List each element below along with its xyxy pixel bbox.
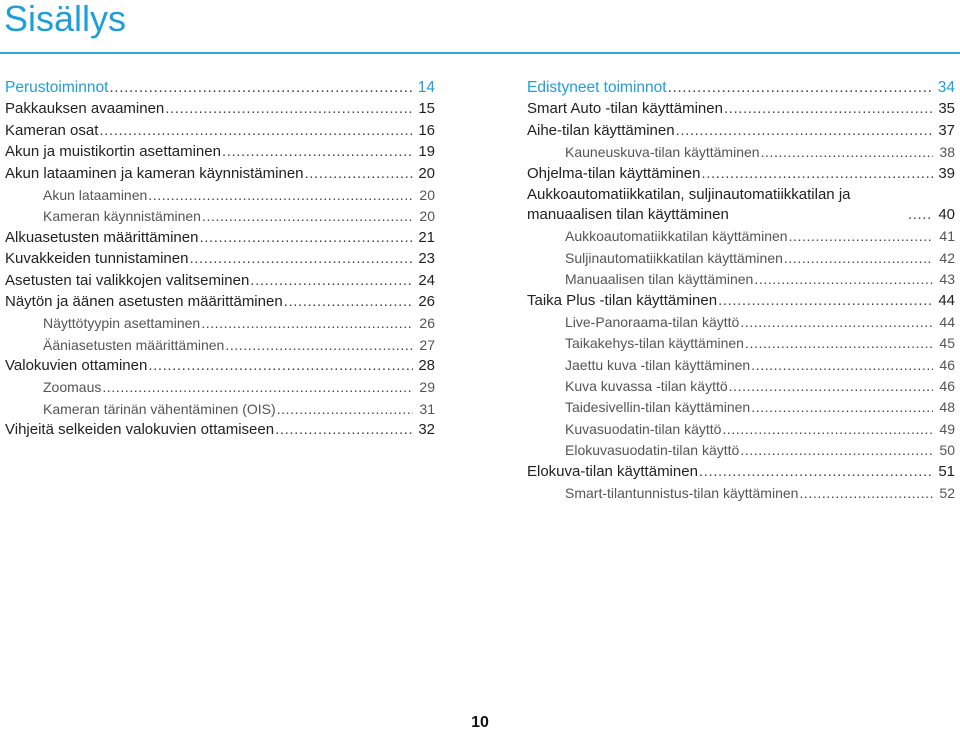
toc-entry[interactable] xyxy=(527,185,955,225)
toc-entry-page: 20 xyxy=(418,164,435,182)
toc-entry-page: 15 xyxy=(418,100,435,118)
dot-leader xyxy=(109,78,413,98)
toc-entry[interactable] xyxy=(527,440,955,460)
toc-entry[interactable] xyxy=(527,121,955,141)
toc-entry[interactable] xyxy=(5,377,435,397)
toc-entry-label: Vihjeitä selkeiden valokuvien ottamiseen xyxy=(5,421,275,439)
toc-entry-label: Pakkauksen avaaminen xyxy=(5,100,165,118)
toc-entry-label: Perustoiminnot xyxy=(5,79,109,96)
dot-leader xyxy=(754,269,933,289)
toc-entry-label: Kauneuskuva-tilan käyttäminen xyxy=(565,144,760,161)
toc-entry-page: 37 xyxy=(938,121,955,139)
toc-entry[interactable] xyxy=(527,99,955,119)
toc-entry-label: Taidesivellin-tilan käyttäminen xyxy=(565,399,751,416)
toc-entry-page: 26 xyxy=(419,315,435,332)
dot-leader xyxy=(199,228,413,248)
toc-entry-page: 38 xyxy=(939,144,955,161)
dot-leader xyxy=(284,292,413,312)
dot-leader xyxy=(751,397,933,417)
title-divider xyxy=(0,52,960,54)
dot-leader xyxy=(668,78,933,98)
toc-entry-page: 35 xyxy=(938,100,955,118)
dot-leader xyxy=(701,164,933,184)
toc-entry-page: 50 xyxy=(939,442,955,459)
dot-leader xyxy=(745,333,933,353)
toc-entry[interactable] xyxy=(5,228,435,248)
toc-entry-page: 39 xyxy=(938,164,955,182)
toc-entry-label: Kuvakkeiden tunnistaminen xyxy=(5,250,189,268)
toc-entry-page: 24 xyxy=(418,271,435,289)
toc-entry[interactable] xyxy=(527,419,955,439)
toc-entry-label: Kameran osat xyxy=(5,121,99,139)
dot-leader xyxy=(250,271,413,291)
toc-entry-page: 46 xyxy=(939,378,955,395)
toc-entry-page: 52 xyxy=(939,485,955,502)
toc-entry-label: Valokuvien ottaminen xyxy=(5,357,148,375)
toc-entry-label: Akun ja muistikortin asettaminen xyxy=(5,143,221,161)
toc-entry[interactable] xyxy=(527,376,955,396)
toc-entry-label: Live-Panoraama-tilan käyttö xyxy=(565,313,740,330)
toc-entry[interactable] xyxy=(5,142,435,162)
dot-leader xyxy=(305,164,414,184)
dot-leader xyxy=(751,355,933,375)
toc-entry-page: 42 xyxy=(939,249,955,266)
toc-entry-label: Zoomaus xyxy=(43,379,102,396)
toc-section-heading[interactable] xyxy=(5,78,435,98)
toc-entry-label: Smart Auto -tilan käyttäminen xyxy=(527,100,723,118)
dot-leader xyxy=(729,376,933,396)
toc-entry[interactable] xyxy=(527,291,955,311)
toc-entry-page: 49 xyxy=(939,420,955,437)
toc-entry-page: 16 xyxy=(418,121,435,139)
toc-entry-page: 34 xyxy=(937,79,955,96)
toc-column-left xyxy=(5,78,435,442)
toc-entry-label: Manuaalisen tilan käyttäminen xyxy=(565,271,754,288)
page-number: 10 xyxy=(471,714,489,731)
dot-leader xyxy=(222,142,413,162)
dot-leader xyxy=(165,99,413,119)
dot-leader xyxy=(789,226,933,246)
toc-entry-label: Ääniasetusten määrittäminen xyxy=(43,336,225,353)
toc-entry-page: 32 xyxy=(418,421,435,439)
toc-entry[interactable] xyxy=(5,185,435,205)
dot-leader xyxy=(761,142,933,162)
dot-leader xyxy=(201,313,413,333)
toc-entry-label: Elokuvasuodatin-tilan käyttö xyxy=(565,442,740,459)
toc-entry-page: 28 xyxy=(418,357,435,375)
toc-entry-label: Asetusten tai valikkojen valitseminen xyxy=(5,271,250,289)
toc-entry-label: Aukkoautomatiikkatilan, suljinautomatiikkatilan ja manuaalisen tilan käyttäminen xyxy=(527,185,851,223)
toc-entry[interactable] xyxy=(527,142,955,162)
toc-entry[interactable] xyxy=(527,312,955,332)
toc-entry-label: Ohjelma-tilan käyttäminen xyxy=(527,164,701,182)
dot-leader xyxy=(102,377,413,397)
dot-leader xyxy=(722,419,933,439)
toc-entry-label: Kuvasuodatin-tilan käyttö xyxy=(565,420,722,437)
toc-entry-label: Alkuasetusten määrittäminen xyxy=(5,228,199,246)
toc-entry-label: Akun lataaminen ja kameran käynnistäminen xyxy=(5,164,304,182)
toc-entry-page: 21 xyxy=(418,228,435,246)
dot-leader xyxy=(148,185,413,205)
dot-leader xyxy=(676,121,933,141)
dot-leader xyxy=(277,399,413,419)
toc-entry-label: Näyttötyypin asettaminen xyxy=(43,315,201,332)
dot-leader xyxy=(740,312,933,332)
toc-entry-page: 23 xyxy=(418,250,435,268)
toc-entry[interactable] xyxy=(5,249,435,269)
toc-entry-page: 20 xyxy=(419,208,435,225)
toc-entry[interactable] xyxy=(5,420,435,440)
toc-entry[interactable] xyxy=(5,164,435,184)
dot-leader xyxy=(784,248,933,268)
toc-entry-label: Aihe-tilan käyttäminen xyxy=(527,121,675,139)
toc-entry-page: 29 xyxy=(419,379,435,396)
toc-entry-label: Kuva kuvassa -tilan käyttö xyxy=(565,378,728,395)
toc-entry-page: 44 xyxy=(938,291,955,309)
toc-entry[interactable] xyxy=(527,269,955,289)
toc-entry[interactable] xyxy=(527,164,955,184)
dot-leader xyxy=(148,356,413,376)
toc-entry-page: 45 xyxy=(939,335,955,352)
toc-entry-label: Smart-tilantunnistus-tilan käyttäminen xyxy=(565,485,799,502)
toc-entry[interactable] xyxy=(527,483,955,503)
page-title: Sisällys xyxy=(4,0,127,39)
toc-entry-label: Edistyneet toiminnot xyxy=(527,79,667,96)
toc-entry-label: Kameran tärinän vähentäminen (OIS) xyxy=(43,400,276,417)
toc-entry[interactable] xyxy=(527,355,955,375)
toc-entry-page: 19 xyxy=(418,143,435,161)
toc-entry-page: 40 xyxy=(938,205,955,223)
toc-entry-page: 51 xyxy=(938,462,955,480)
dot-leader xyxy=(202,206,413,226)
toc-entry-label: Taika Plus -tilan käyttäminen xyxy=(527,291,718,309)
toc-entry-page: 20 xyxy=(419,186,435,203)
dot-leader xyxy=(189,249,413,269)
toc-entry[interactable] xyxy=(5,335,435,355)
toc-entry-page: 44 xyxy=(939,313,955,330)
toc-entry[interactable] xyxy=(527,333,955,353)
toc-entry[interactable] xyxy=(5,206,435,226)
toc-entry[interactable] xyxy=(527,462,955,482)
dot-leader xyxy=(225,335,413,355)
toc-entry[interactable] xyxy=(5,99,435,119)
toc-entry[interactable] xyxy=(5,271,435,291)
toc-entry-label: Jaettu kuva -tilan käyttäminen xyxy=(565,356,751,373)
dot-leader xyxy=(699,462,933,482)
toc-entry[interactable] xyxy=(527,397,955,417)
toc-entry-page: 31 xyxy=(419,400,435,417)
toc-entry-page: 27 xyxy=(419,336,435,353)
toc-entry[interactable] xyxy=(5,313,435,333)
toc-column-right xyxy=(527,78,955,504)
dot-leader xyxy=(740,440,933,460)
toc-entry-label: Elokuva-tilan käyttäminen xyxy=(527,462,698,480)
toc-entry-label: Kameran käynnistäminen xyxy=(43,208,201,225)
toc-entry[interactable] xyxy=(527,226,955,246)
toc-entry-label: Aukkoautomatiikkatilan käyttäminen xyxy=(565,228,788,245)
toc-entry-label: Akun lataaminen xyxy=(43,186,148,203)
toc-entry[interactable] xyxy=(5,399,435,419)
toc-entry[interactable] xyxy=(5,292,435,312)
dot-leader xyxy=(718,291,933,311)
toc-entry-label: Taikakehys-tilan käyttäminen xyxy=(565,335,744,352)
toc-section-heading[interactable] xyxy=(527,78,955,98)
toc-entry-page: 26 xyxy=(418,292,435,310)
toc-entry-label: Näytön ja äänen asetusten määrittäminen xyxy=(5,292,283,310)
toc-entry-page: 41 xyxy=(939,228,955,245)
toc-entry-page: 48 xyxy=(939,399,955,416)
dot-leader xyxy=(908,205,933,225)
dot-leader xyxy=(799,483,933,503)
toc-entry-label: Suljinautomatiikkatilan käyttäminen xyxy=(565,249,783,266)
toc-entry[interactable] xyxy=(527,248,955,268)
toc-entry-page: 14 xyxy=(417,79,435,96)
dot-leader xyxy=(275,420,413,440)
dot-leader xyxy=(99,121,413,141)
toc-entry[interactable] xyxy=(5,356,435,376)
dot-leader xyxy=(724,99,933,119)
toc-entry[interactable] xyxy=(5,121,435,141)
toc-entry-page: 46 xyxy=(939,356,955,373)
toc-entry-page: 43 xyxy=(939,271,955,288)
